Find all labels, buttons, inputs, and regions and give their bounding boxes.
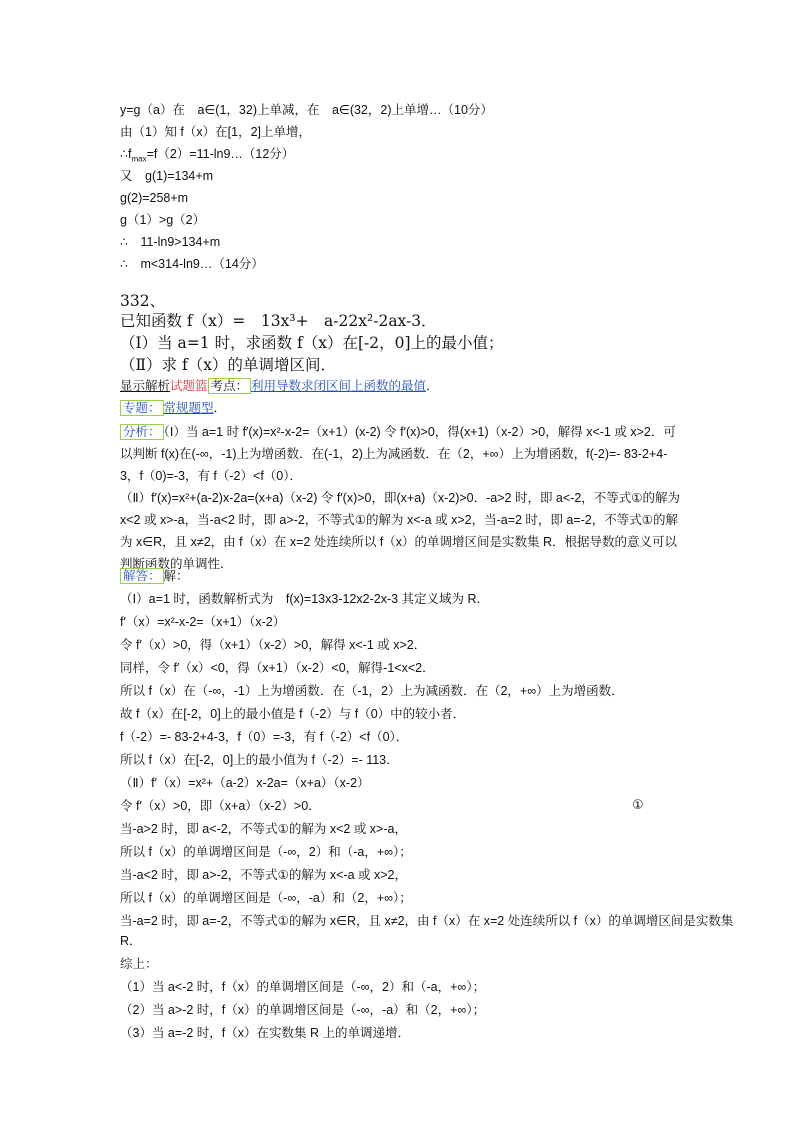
problem-stem: 已知函数 f（x）= 13x³+ a-22x²-2ax-3． bbox=[120, 312, 437, 330]
solution-line: f′（x）=x²-x-2=（x+1）（x-2） bbox=[120, 615, 286, 629]
top-line-6: g（1）>g（2） bbox=[120, 213, 206, 227]
top-line-7: ∴ 11-ln9>134+m bbox=[120, 235, 221, 249]
solution-line: 所以 f（x）的单调增区间是（-∞，-a）和（2，+∞）； bbox=[120, 891, 412, 905]
summary-heading: 综上： bbox=[120, 957, 158, 971]
summary-item: （1）当 a<-2 时，f（x）的单调增区间是（-∞，2）和（-a，+∞）； bbox=[120, 980, 486, 994]
zhuanti-link[interactable]: 常规题型 bbox=[163, 401, 214, 415]
solution-line: 令 f′（x）>0，得（x+1）（x-2）>0，解得 x<-1 或 x>2． bbox=[120, 638, 427, 652]
jieda-label: 解答： bbox=[120, 568, 164, 584]
top-line-5: g(2)=258+m bbox=[120, 191, 189, 205]
inequality-marker: ① bbox=[632, 797, 644, 812]
summary-item: （2）当 a>-2 时，f（x）的单调增区间是（-∞，-a）和（2，+∞）； bbox=[120, 1003, 486, 1017]
fenxi-label: 分析： bbox=[120, 424, 164, 440]
top-line-3: $\therefore f_{max}=f(2)=11-\ln 9\dots(12$分） bbox=[120, 147, 295, 164]
solution-line: 当-a>2 时，即 a<-2，不等式①的解为 x<2 或 x>-a， bbox=[120, 822, 407, 836]
kaodian-label: 考点： bbox=[208, 378, 252, 394]
solution-line: 当-a=2 时，即 a=-2，不等式①的解为 x∈R，且 x≠2，由 f（x）在 x=2 处连续所以 f（x）的单调增区间是实数集 bbox=[120, 914, 734, 928]
problem-number: 332、 bbox=[120, 292, 166, 310]
solution-line: 所以 f（x）的单调增区间是（-∞，2）和（-a，+∞）； bbox=[120, 845, 412, 859]
solution-line: 令 f′（x）>0，即（x+a）（x-2）>0． bbox=[120, 799, 321, 813]
summary-item: （3）当 a=-2 时，f（x）在实数集 R 上的单调递增． bbox=[120, 1026, 410, 1040]
top-line-8: ∴ m<314-ln9…（14分） bbox=[120, 257, 264, 271]
top-line-4: 又 g(1)=134+m bbox=[120, 169, 214, 183]
solution-line: 同样，令 f′（x）<0，得（x+1）（x-2）<0，解得-1<x<2． bbox=[120, 661, 435, 675]
problem-part-1: （Ⅰ）当 a=1 时，求函数 f（x）在[-2，0]上的最小值； bbox=[120, 334, 504, 352]
zhuanti-line: 专题： 常规题型． bbox=[120, 399, 226, 417]
jieda-line: 解答： 解： bbox=[120, 567, 189, 585]
fenxi-paragraph-1: 分析： （Ⅰ）当 a=1 时 f′(x)=x²-x-2=（x+1）(x-2) 令 f′(x)>0，得(x+1)（x-2）>0，解得 x<-1 或 x>2．可以判断 f(x)在(-∞，-1)上为增函数．在(-1，2)上为减函数．在（2，+∞）上为增函数，f(-2)=- 83-2+4-3，f（0)=-3，有 f（-2）<f（0）． bbox=[120, 425, 676, 483]
top-line-1: y=g（a）在 a∈(1，32)上单减，在 a∈(32，2)上单增…（10分） bbox=[120, 103, 493, 117]
top-line-2: 由（1）知 f（x）在[1，2]上单增， bbox=[120, 125, 311, 139]
solution-line: （Ⅰ）a=1 时，函数解析式为 f(x)=13x3-12x2-2x-3 其定义域为 R． bbox=[120, 592, 490, 606]
basket-link[interactable]: 试题篮 bbox=[170, 379, 208, 393]
fenxi-paragraph-2: （Ⅱ）f′(x)=x²+(a-2)x-2a=(x+a)（x-2) 令 f′(x)>0，即(x+a)（x-2)>0．-a>2 时，即 a<-2，不等式①的解为 x<2 或 x>-a，当-a<2 时，即 a>-2，不等式①的解为 x<-a 或 x>2，当-a=2 时，即 a=-2，不等式①的解为 x∈R，且 x≠2，由 f（x）在 x=2 处连续所以 f（x）的单调增区间是实数集 R．根据导数的意义可以判断函数的单调性． bbox=[120, 491, 680, 571]
kaodian-link[interactable]: 利用导数求闭区间上函数的最值 bbox=[251, 379, 427, 393]
solution-line: f（-2）=- 83-2+4-3，f（0）=-3，有 f（-2）<f（0）． bbox=[120, 730, 409, 744]
show-analysis-link[interactable]: 显示解析 bbox=[120, 379, 171, 393]
solution-line: 所以 f（x）在（-∞，-1）上为增函数．在（-1，2）上为减函数．在（2，+∞）上为增函数． bbox=[120, 684, 624, 698]
problem-part-2: （Ⅱ）求 f（x）的单调增区间． bbox=[120, 356, 336, 374]
solution-line: R． bbox=[120, 934, 142, 948]
solution-line: 当-a<2 时，即 a>-2，不等式①的解为 x<-a 或 x>2， bbox=[120, 868, 407, 882]
solution-line: 所以 f（x）在[-2，0]上的最小值为 f（-2）=- 113． bbox=[120, 753, 399, 767]
solution-line: （Ⅱ）f′（x）=x²+（a-2）x-2a=（x+a）（x-2） bbox=[120, 776, 370, 790]
solution-line: 故 f（x）在[-2，0]上的最小值是 f（-2）与 f（0）中的较小者． bbox=[120, 707, 466, 721]
zhuanti-label: 专题： bbox=[120, 400, 164, 416]
meta-line: 显示解析试题篮 考点： 利用导数求闭区间上函数的最值． bbox=[120, 379, 439, 393]
